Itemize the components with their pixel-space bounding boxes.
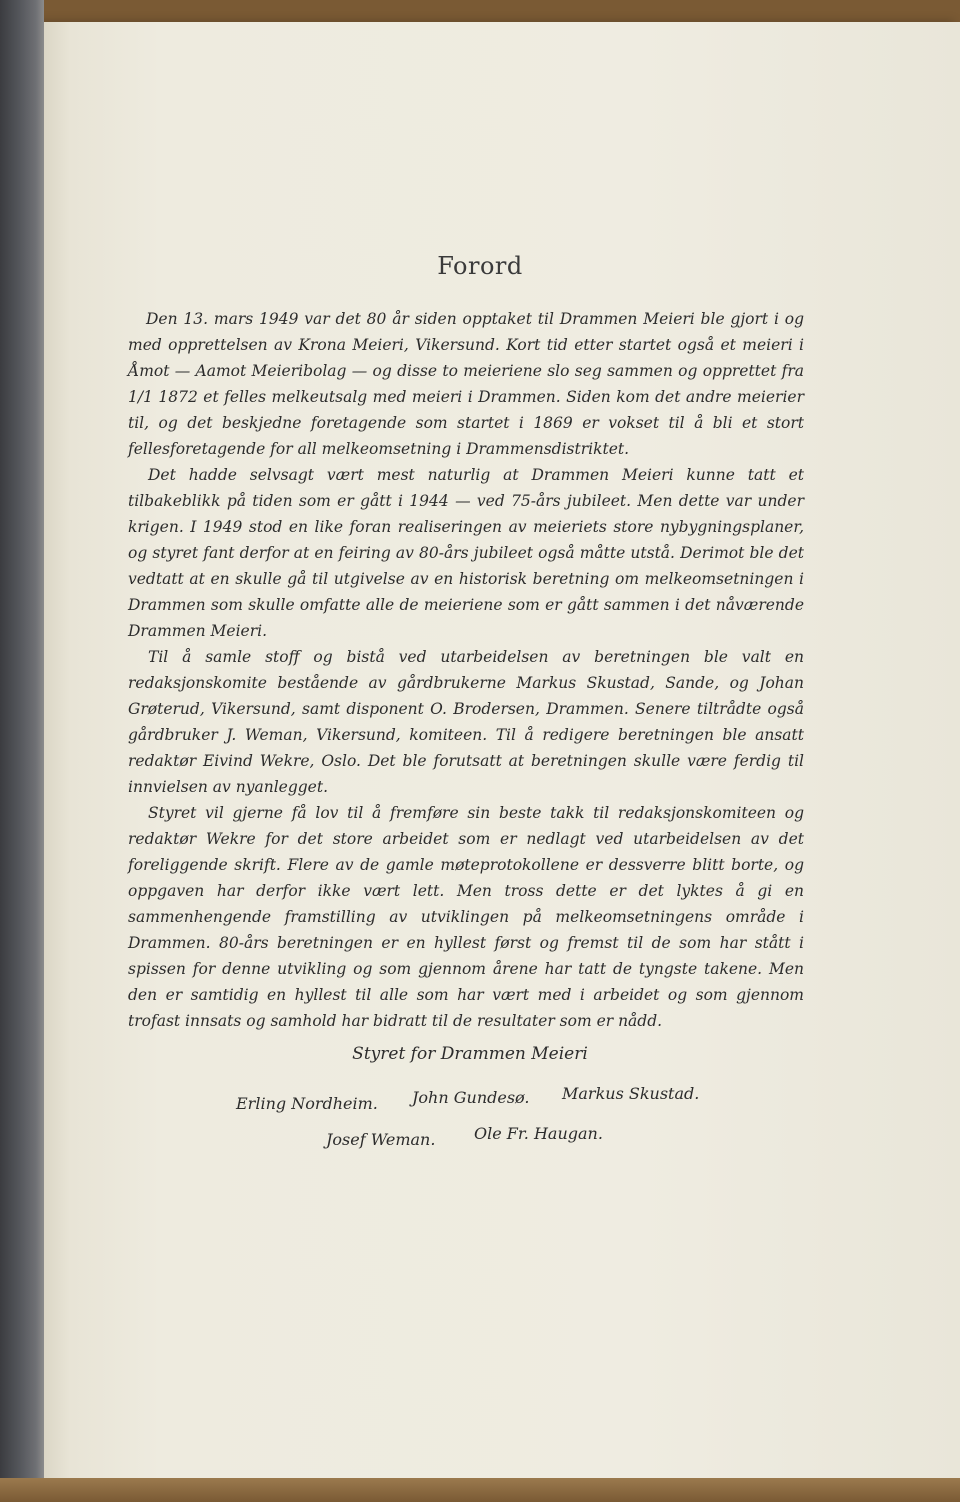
signature: John Gundesø. [412,1088,530,1107]
signoff-line: Styret for Drammen Meieri [352,1044,588,1064]
page-title: Forord [437,252,523,280]
foreword-body [128,306,804,1034]
table-surface [0,1478,960,1502]
signature: Josef Weman. [326,1130,436,1149]
signature: Markus Skustad. [562,1084,700,1103]
book-spine [0,0,44,1502]
paragraph: Styret vil gjerne få lov til å fremføre sin beste takk til redaksjonskomiteen og redaktør Wekre for det store arbeidet som er nedlagt ved utarbeidelsen av det foreliggende skrift. Flere av de gamle møteprotokollene er dessverre blitt borte, og oppgaven har derfor ikke vært lett. Men tross dette er det lyktes å gi en sammenhengende framstilling av utviklingen på melkeomsetningens område i Drammen. 80-års beretningen er en hyllest først og fremst til de som har stått i spissen for denne utvikling og som gjennom årene har tatt de tyngste takene. Men den er samtidig en hyllest til alle som har vært med i arbeidet og som gjennom trofast innsats og samhold har bidratt til de resultater som er nådd. [128,804,804,1030]
paragraph: Til å samle stoff og bistå ved utarbeidelsen av beretningen ble valt en redaksjonskomite bestående av gårdbrukerne Markus Skustad, Sande, og Johan Grøterud, Vikersund, samt disponent O. Brodersen, Drammen. Senere tiltrådte også gårdbruker J. Weman, Vikersund, komiteen. Til å redigere beretningen ble ansatt redaktør Eivind Wekre, Oslo. Det ble forutsatt at beretningen skulle være ferdig til innvielsen av nyanlegget. [128,648,804,796]
signature: Erling Nordheim. [236,1094,378,1113]
paragraph: Den 13. mars 1949 var det 80 år siden opptaket til Drammen Meieri ble gjort i og med opprettelsen av Krona Meieri, Vikersund. Kort tid etter startet også et meieri i Åmot — Aamot Meieribolag — og disse to meieriene slo seg sammen og opprettet fra 1/1 1872 et felles melkeutsalg med meieri i Drammen. Siden kom det andre meierier til, og det beskjedne foretagende som startet i 1869 er vokset til å bli et stort fellesforetagende for all melkeomsetning i Drammensdistriktet. [128,310,804,458]
signature: Ole Fr. Haugan. [474,1124,603,1143]
paragraph: Det hadde selvsagt vært mest naturlig at Drammen Meieri kunne tatt et tilbakeblikk på tiden som er gått i 1944 — ved 75-års jubileet. Men dette var under krigen. I 1949 stod en like foran realiseringen av meieriets store nybygningsplaner, og styret fant derfor at en feiring av 80-års jubileet også måtte utstå. Derimot ble det vedtatt at en skulle gå til utgivelse av en historisk beretning om melkeomsetningen i Drammen som skulle omfatte alle de meieriene som er gått sammen i det nåværende Drammen Meieri. [128,466,804,640]
